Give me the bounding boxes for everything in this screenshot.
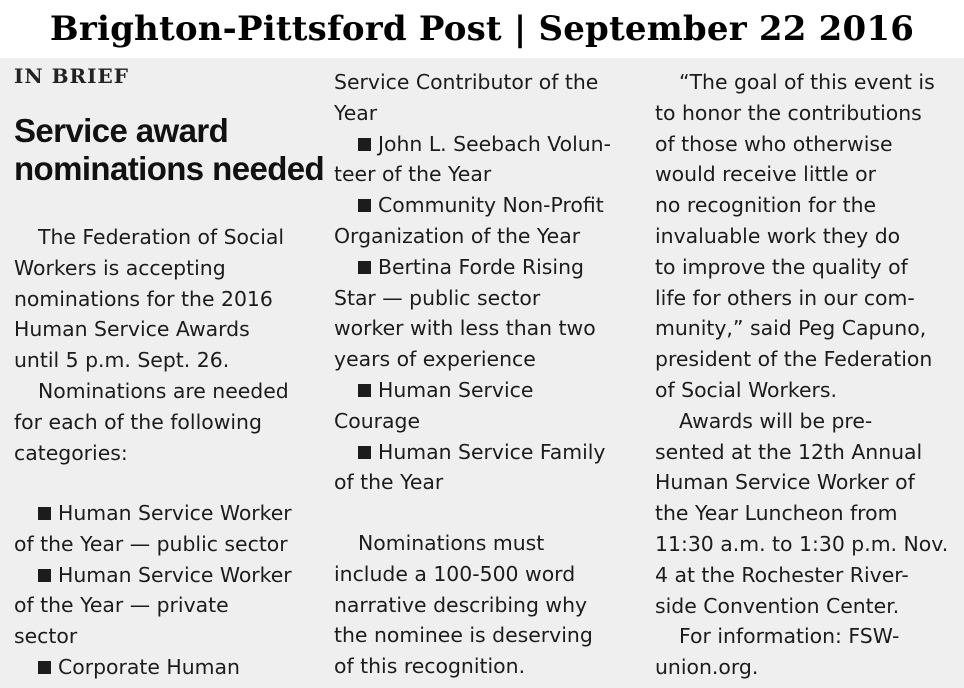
section-kicker: IN BRIEF (14, 64, 129, 88)
bullet-square-icon (358, 138, 371, 151)
bullet-square-icon (358, 384, 371, 397)
text-line: Awards will be pre- (679, 408, 873, 433)
text-line: of Social Workers. (655, 377, 838, 402)
article-headline (14, 112, 324, 188)
text-line: to honor the contributions (655, 100, 922, 125)
masthead-title: Brighton-Pittsford Post | September 22 2016 (0, 0, 964, 58)
bullet-square-icon (38, 507, 51, 520)
list-item: Bertina Forde Rising (334, 252, 611, 283)
text-line: nominations for the 2016 (14, 286, 273, 311)
text-line: Courage (334, 408, 421, 433)
text-line: narrative describing why (334, 592, 588, 617)
text-line: no recognition for the (655, 193, 877, 218)
text-line: years of experience (334, 347, 536, 372)
bullet-square-icon (38, 569, 51, 582)
list-item: Community Non-Profit (334, 190, 611, 221)
text-line: sector (14, 624, 78, 649)
text-line: include a 100-500 word (334, 561, 576, 586)
bullet-square-icon (358, 446, 371, 459)
nomination-requirements (334, 528, 593, 682)
text-line: to improve the quality of (655, 254, 908, 279)
text-line: life for others in our com- (655, 285, 915, 310)
list-item: John L. Seebach Volun- (334, 129, 611, 160)
text-line: invaluable work they do (655, 223, 901, 248)
text-line: sented at the 12th Annual (655, 439, 923, 464)
list-item: Human Service Family (334, 437, 611, 468)
category-list-continued (334, 67, 611, 498)
text-line: For information: FSW- (679, 624, 900, 649)
text-line: teer of the Year (334, 162, 492, 187)
text-line: munity,” said Peg Capuno, (655, 316, 927, 341)
text-line: Service Contributor of the (334, 70, 599, 94)
text-line: Star — public sector (334, 285, 541, 310)
column-1 (14, 58, 325, 688)
column-2 (334, 58, 634, 688)
bullet-square-icon (38, 661, 51, 674)
headline-line: Service award (14, 112, 229, 149)
text-line: the nominee is deserving (334, 623, 593, 648)
newspaper-clipping (0, 58, 964, 688)
list-item: Human Service Worker (14, 560, 292, 591)
bullet-square-icon (358, 199, 371, 212)
list-item: Human Service (334, 375, 611, 406)
text-line: of this recognition. (334, 654, 526, 679)
text-line: Nominations must (358, 531, 545, 555)
text-line: of the Year — public sector (14, 531, 288, 556)
category-list (14, 498, 292, 683)
quote-and-details (655, 67, 948, 683)
text-line: president of the Federation (655, 347, 933, 372)
text-line: Workers is accepting (14, 255, 226, 280)
text-line: the Year Luncheon from (655, 501, 898, 526)
text-line: categories: (14, 440, 128, 465)
text-line: 4 at the Rochester River- (655, 562, 909, 587)
text-line: of the Year — private (14, 593, 229, 618)
bullet-square-icon (358, 261, 371, 274)
list-item: Corporate Human (14, 652, 292, 683)
text-line: union.org. (655, 655, 759, 680)
text-line: Human Service Awards (14, 317, 250, 342)
text-line: of those who otherwise (655, 131, 893, 156)
text-line: Human Service Worker of (655, 470, 915, 495)
intro-paragraphs (14, 222, 289, 468)
text-line: Organization of the Year (334, 223, 581, 248)
column-3 (655, 58, 955, 688)
text-line: The Federation of Social (38, 225, 285, 249)
text-line: of the Year (334, 470, 444, 495)
text-line: Nominations are needed (38, 378, 289, 403)
headline-line: nominations needed (14, 150, 325, 187)
text-line: Year (334, 100, 378, 125)
text-line: for each of the following (14, 409, 262, 434)
text-line: side Convention Center. (655, 593, 900, 618)
text-line: “The goal of this event is (679, 70, 935, 94)
text-line: would receive little or (655, 162, 877, 187)
text-line: 11:30 a.m. to 1:30 p.m. Nov. (655, 531, 949, 556)
list-item: Human Service Worker (14, 498, 292, 529)
text-line: worker with less than two (334, 316, 596, 341)
text-line: until 5 p.m. Sept. 26. (14, 348, 230, 373)
